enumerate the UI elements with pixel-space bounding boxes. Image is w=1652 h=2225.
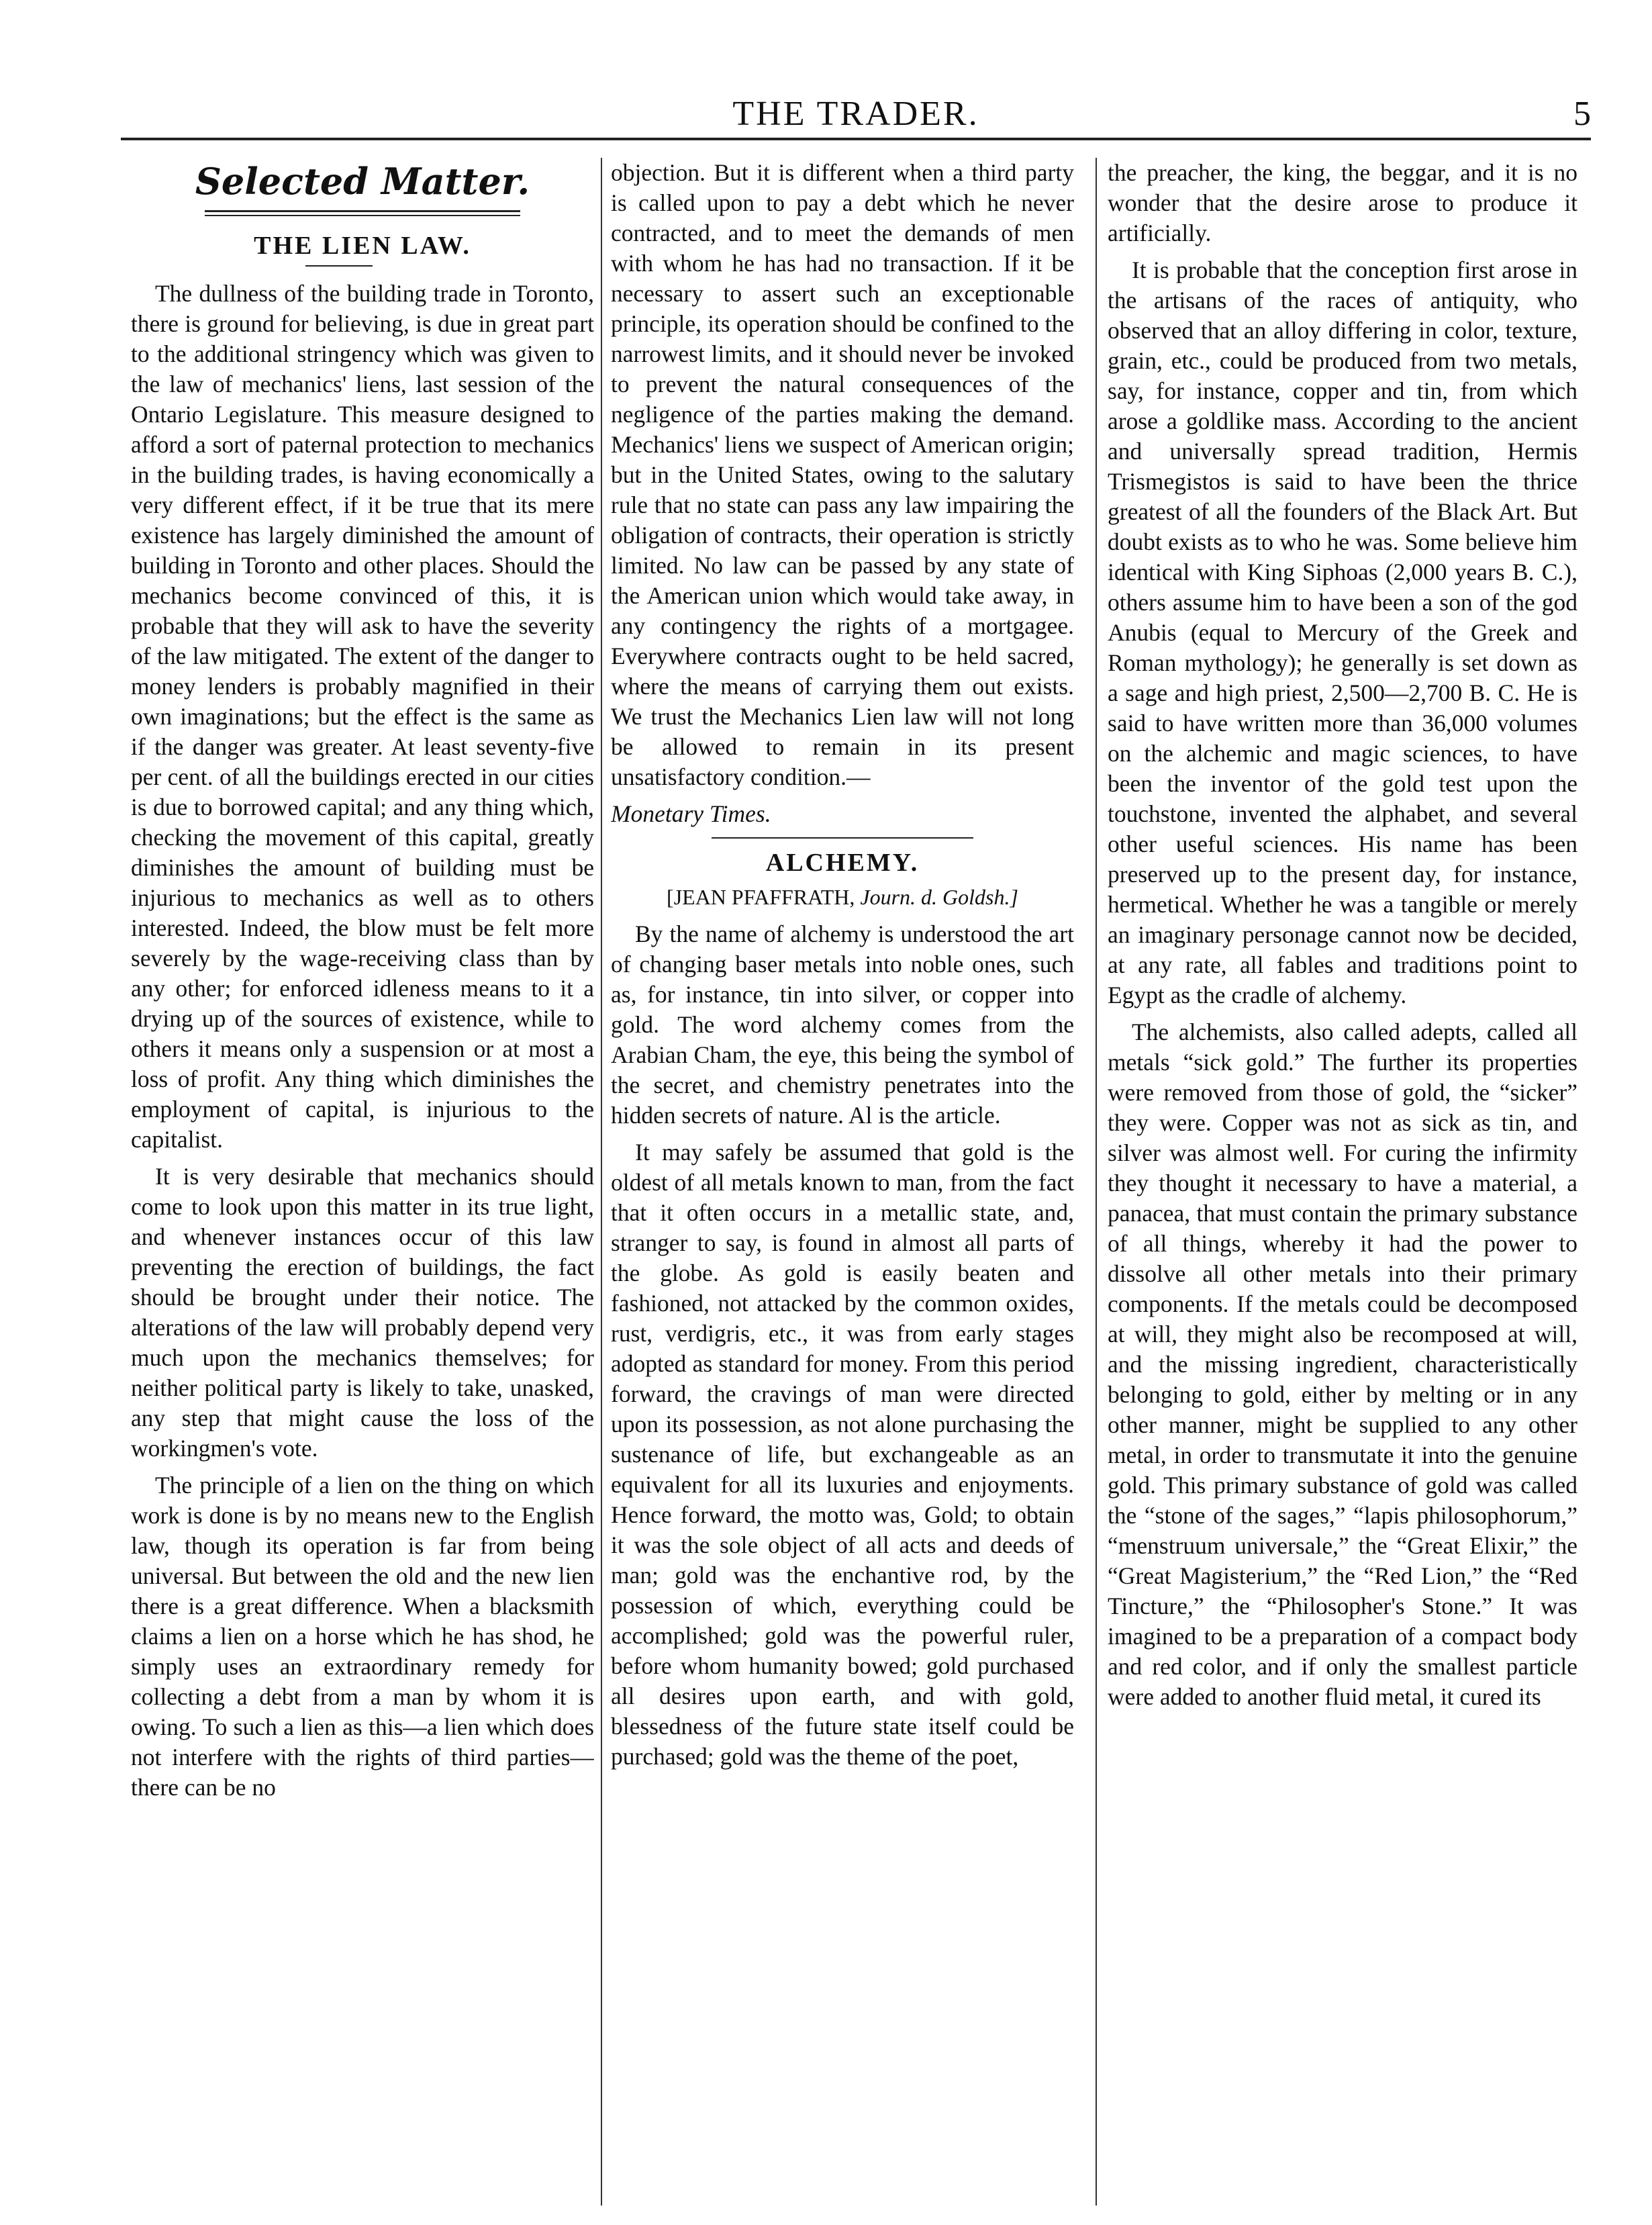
column-divider bbox=[601, 158, 602, 2206]
article-title-alchemy: ALCHEMY. bbox=[765, 849, 920, 877]
column-divider bbox=[1096, 158, 1097, 2206]
alchemy-byline bbox=[611, 882, 1074, 912]
page-title: THE TRADER. bbox=[732, 95, 979, 133]
header-rule bbox=[121, 138, 1591, 140]
alchemy-paragraph-4: The alchemists, also called adepts, called all metals “sick gold.” The further its properties were removed from those of gold, the “sicker” they were. Copper was not as sick as tin, and silver was almost well. For curing the infirmity they thought it necessary to have a material, a panacea, that must contain the primary substance of all things, whereby it had the power to dissolve all other metals into their primary components. If the metals could be decomposed at will, they might also be recomposed at will, and the missing ingredient, characteristically belonging to gold, either by melting or in any other manner, might be supplied to any other metal, in order to transmutate it into the genuine gold. This primary substance of gold was called the “stone of the sages,” “lapis philosophorum,” “menstruum universale,” the “Great Elixir,” the “Great Magisterium,” the “Red Lion,” the “Red Tincture,” the “Philosopher's Stone.” It was imagined to be a preparation of a compact body and red color, and if only the smallest particle were added to another fluid metal, it cured its bbox=[1108, 1019, 1577, 1710]
section-rule bbox=[205, 210, 520, 216]
column-2 bbox=[611, 158, 1074, 2206]
article-divider bbox=[712, 837, 973, 839]
alchemy-paragraph-2-continued: the preacher, the king, the beggar, and it is no wonder that the desire arose to produce it artificially. bbox=[1108, 159, 1577, 246]
byline-author: [JEAN PFAFFRATH, bbox=[667, 885, 855, 909]
alchemy-paragraph-1: By the name of alchemy is understood the art of changing baser metals into noble ones, such as, for instance, tin into silver, or copper into gold. The word alchemy comes from the Arabian Cham, the eye, this being the symbol of the secret, and chemistry penetrates into the hidden secrets of nature. Al is the article. bbox=[611, 920, 1074, 1129]
page-header bbox=[121, 94, 1591, 141]
lien-law-paragraph-3-continued: objection. But it is different when a third party is called upon to pay a debt which he never contracted, and to meet the demands of men with whom he has had no transaction. If it be necessary to assert such an exceptionable principle, its operation should be confined to the narrowest limits, and it should never be invoked to prevent the natural consequences of the negligence of the parties making the demand. Mechanics' liens we suspect of American origin; but in the United States, owing to the salutary rule that no state can pass any law impairing the obligation of contracts, their operation is strictly limited. No law can be passed by any state of the American union which would take away, in any contingency the rights of a mortgagee. Everywhere contracts ought to be held sacred, where the means of carrying them out exists. We trust the Mechanics Lien law will not long be allowed to remain in its present unsatisfactory condition.— bbox=[611, 159, 1074, 790]
column-3 bbox=[1108, 158, 1577, 2206]
lien-law-paragraph-1: The dullness of the building trade in Toronto, there is ground for believing, is due in great part to the additional stringency which was given to the law of mechanics' liens, last session of the Ontario Legislature. This measure designed to afford a sort of paternal protection to mechanics in the building trades, is having economically a very different effect, if it be true that its mere existence has largely diminished the amount of building in Toronto and other places. Should the mechanics become convinced of this, it is probable that they will ask to have the severity of the law mitigated. The extent of the danger to money lenders is probably magnified in their own imaginations; but the effect is the same as if the danger was greater. At least seventy-five per cent. of all the buildings erected in our cities is due to borrowed capital; and any thing which, checking the movement of this capital, greatly diminishes the amount of building must be injurious to mechanics as well as to others interested. Indeed, the blow must be felt more severely by the wage-receiving class than by any other; for enforced idleness means to it a drying up of the sources of existence, while to others it means only a suspension or at most a loss of profit. Any thing which diminishes the employment of capital, is injurious to the capitalist. bbox=[131, 280, 594, 1153]
column-1 bbox=[131, 158, 594, 2206]
alchemy-paragraph-2: It may safely be assumed that gold is the oldest of all metals known to man, from the fact that it often occurs in a metallic state, and, stranger to say, is found in almost all parts of the globe. As gold is easily beaten and fashioned, not attacked by the common oxides, rust, verdigris, etc., it was from early stages adopted as standard for money. From this period forward, the cravings of man were directed upon its possession, as not alone purchasing the sustenance of life, but exchangeable as an equivalent for all its luxuries and enjoyments. Hence forward, the motto was, Gold; to obtain it was the sole object of all acts and deeds of man; gold was the enchantive rod, by the possession of which, everything could be accomplished; gold was the powerful ruler, before whom humanity bowed; gold purchased all desires upon earth, and with gold, blessedness of the future state itself could be purchased; gold was the theme of the poet, bbox=[611, 1139, 1074, 1770]
section-heading: Selected Matter. bbox=[195, 160, 530, 203]
alchemy-paragraph-3: It is probable that the conception first arose in the artisans of the races of antiquity, who observed that an alloy differing in color, texture, grain, etc., could be produced from two metals, say, for instance, copper and tin, from which arose a goldlike mass. According to the ancient and universally spread tradition, Hermis Trismegistos is said to have been the thrice greatest of all the founders of the Black Art. But doubt exists as to who he was. Some believe him identical with King Siphoas (2,000 years B. C.), others assume him to have been a son of the god Anubis (equal to Mercury of the Greek and Roman mythology); he generally is set down as a sage and high priest, 2,500—2,700 B. C. He is said to have written more than 36,000 volumes on the alchemic and magic sciences, to have been the inventor of the gold test upon the touchstone, invented the alphabet, and several other useful sciences. His name has been preserved up to the present day, for instance, hermetical. Whether he was a tangible or merely an imaginary personage cannot now be decided, at any rate, all fables and traditions point to Egypt as the cradle of alchemy. bbox=[1108, 256, 1577, 1008]
article-title-lien-law: THE LIEN LAW. bbox=[254, 232, 471, 260]
title-rule bbox=[305, 265, 373, 267]
page-number: 5 bbox=[1573, 95, 1591, 133]
lien-law-paragraph-3: The principle of a lien on the thing on which work is done is by no means new to the English law, though its operation is far from being universal. But between the old and the new lien there is a great difference. When a blacksmith claims a lien on a horse which he has shod, he simply uses an extraordinary remedy for collecting a debt from a man by whom it is owing. To such a lien as this—a lien which does not interfere with the rights of third parties—there can be no bbox=[131, 1472, 594, 1801]
lien-law-paragraph-2: It is very desirable that mechanics should come to look upon this matter in its true light, and whenever instances occur of this law preventing the erection of buildings, the fact should be brought under their notice. The alterations of the law will probably depend very much upon the mechanics themselves; for neither political party is likely to take, unasked, any step that might cause the loss of the workingmen's vote. bbox=[131, 1163, 594, 1462]
byline-journal: Journ. d. Goldsh.] bbox=[860, 885, 1018, 909]
lien-law-source: Monetary Times. bbox=[611, 800, 771, 827]
